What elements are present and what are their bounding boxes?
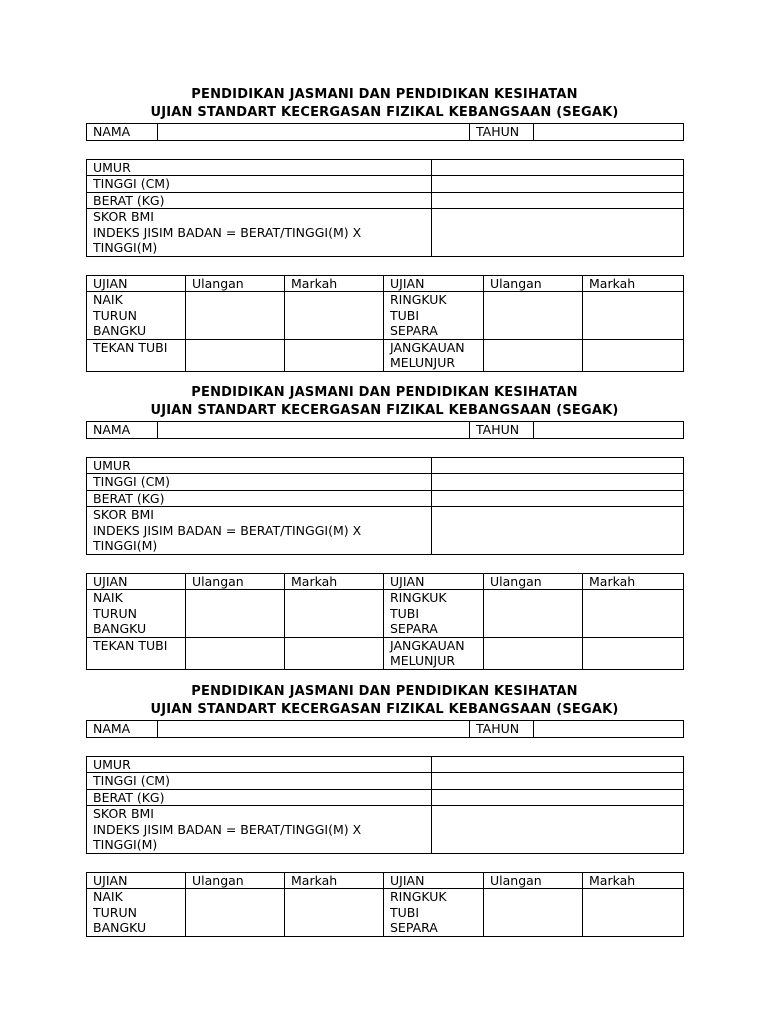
segak-form-1 [86,86,683,372]
body-measure-table [86,457,684,555]
berat-label: BERAT (KG) [87,789,432,806]
header-ulangan: Ulangan [484,573,583,590]
nama-label: NAMA [87,721,158,738]
ulangan-field[interactable] [186,889,285,937]
umur-label: UMUR [87,457,432,474]
umur-field[interactable] [432,457,684,474]
form-title-line1: PENDIDIKAN JASMANI DAN PENDIDIKAN KESIHATAN [191,87,578,102]
test-name: NAIK TURUN BANGKU [87,590,186,638]
nama-table [86,421,684,439]
header-markah: Markah [285,573,384,590]
header-ujian: UJIAN [384,573,484,590]
body-measure-table [86,159,684,257]
header-markah: Markah [583,872,684,889]
bmi-label: SKOR BMI INDEKS JISIM BADAN = BERAT/TINGGI(M) X TINGGI(M) [87,507,432,555]
ulangan-field[interactable] [186,590,285,638]
markah-field[interactable] [583,637,684,669]
tahun-field[interactable] [534,124,684,141]
markah-field[interactable] [583,889,684,937]
test-name: JANGKAUAN MELUNJUR [384,637,484,669]
berat-field[interactable] [432,789,684,806]
nama-field[interactable] [158,422,470,439]
ulangan-field[interactable] [484,590,583,638]
segak-form-2 [86,384,683,670]
form-title-line1: PENDIDIKAN JASMANI DAN PENDIDIKAN KESIHATAN [191,385,578,400]
markah-field[interactable] [285,292,384,340]
ulangan-field[interactable] [186,339,285,371]
ulangan-field[interactable] [186,637,285,669]
markah-field[interactable] [583,292,684,340]
tinggi-field[interactable] [432,474,684,491]
form-title-line2: UJIAN STANDART KECERGASAN FIZIKAL KEBANGSAAN (SEGAK) [150,403,619,418]
markah-field[interactable] [285,339,384,371]
test-name: RINGKUK TUBI SEPARA [384,590,484,638]
header-markah: Markah [285,872,384,889]
bmi-field[interactable] [432,806,684,854]
header-markah: Markah [583,573,684,590]
berat-field[interactable] [432,490,684,507]
header-ujian: UJIAN [87,872,186,889]
tinggi-field[interactable] [432,176,684,193]
header-ulangan: Ulangan [484,275,583,292]
nama-table [86,123,684,141]
tahun-label: TAHUN [470,721,534,738]
markah-field[interactable] [583,339,684,371]
test-name: RINGKUK TUBI SEPARA [384,292,484,340]
header-ujian: UJIAN [384,872,484,889]
markah-field[interactable] [285,889,384,937]
test-name: RINGKUK TUBI SEPARA [384,889,484,937]
umur-field[interactable] [432,159,684,176]
test-table [86,872,684,937]
nama-table [86,720,684,738]
umur-label: UMUR [87,159,432,176]
umur-field[interactable] [432,756,684,773]
header-ulangan: Ulangan [186,275,285,292]
header-markah: Markah [285,275,384,292]
markah-field[interactable] [583,590,684,638]
segak-form-3 [86,683,683,937]
form-title-line2: UJIAN STANDART KECERGASAN FIZIKAL KEBANGSAAN (SEGAK) [150,702,619,717]
ulangan-field[interactable] [186,292,285,340]
test-name: JANGKAUAN MELUNJUR [384,339,484,371]
tahun-label: TAHUN [470,422,534,439]
header-markah: Markah [583,275,684,292]
ulangan-field[interactable] [484,889,583,937]
bmi-field[interactable] [432,209,684,257]
bmi-label: SKOR BMI INDEKS JISIM BADAN = BERAT/TINGGI(M) X TINGGI(M) [87,806,432,854]
nama-field[interactable] [158,721,470,738]
header-ujian: UJIAN [384,275,484,292]
nama-label: NAMA [87,124,158,141]
nama-field[interactable] [158,124,470,141]
tinggi-field[interactable] [432,773,684,790]
berat-label: BERAT (KG) [87,192,432,209]
nama-label: NAMA [87,422,158,439]
header-ulangan: Ulangan [484,872,583,889]
test-name: NAIK TURUN BANGKU [87,292,186,340]
header-ulangan: Ulangan [186,872,285,889]
umur-label: UMUR [87,756,432,773]
header-ujian: UJIAN [87,275,186,292]
test-name: TEKAN TUBI [87,637,186,669]
body-measure-table [86,756,684,854]
tahun-field[interactable] [534,721,684,738]
tahun-label: TAHUN [470,124,534,141]
tahun-field[interactable] [534,422,684,439]
berat-field[interactable] [432,192,684,209]
bmi-field[interactable] [432,507,684,555]
ulangan-field[interactable] [484,637,583,669]
header-ujian: UJIAN [87,573,186,590]
markah-field[interactable] [285,590,384,638]
test-name: TEKAN TUBI [87,339,186,371]
bmi-label: SKOR BMI INDEKS JISIM BADAN = BERAT/TINGGI(M) X TINGGI(M) [87,209,432,257]
form-title-line2: UJIAN STANDART KECERGASAN FIZIKAL KEBANGSAAN (SEGAK) [150,105,619,120]
berat-label: BERAT (KG) [87,490,432,507]
markah-field[interactable] [285,637,384,669]
header-ulangan: Ulangan [186,573,285,590]
test-table [86,573,684,670]
ulangan-field[interactable] [484,292,583,340]
test-name: NAIK TURUN BANGKU [87,889,186,937]
tinggi-label: TINGGI (CM) [87,773,432,790]
test-table [86,275,684,372]
tinggi-label: TINGGI (CM) [87,176,432,193]
form-title-line1: PENDIDIKAN JASMANI DAN PENDIDIKAN KESIHATAN [191,684,578,699]
ulangan-field[interactable] [484,339,583,371]
tinggi-label: TINGGI (CM) [87,474,432,491]
